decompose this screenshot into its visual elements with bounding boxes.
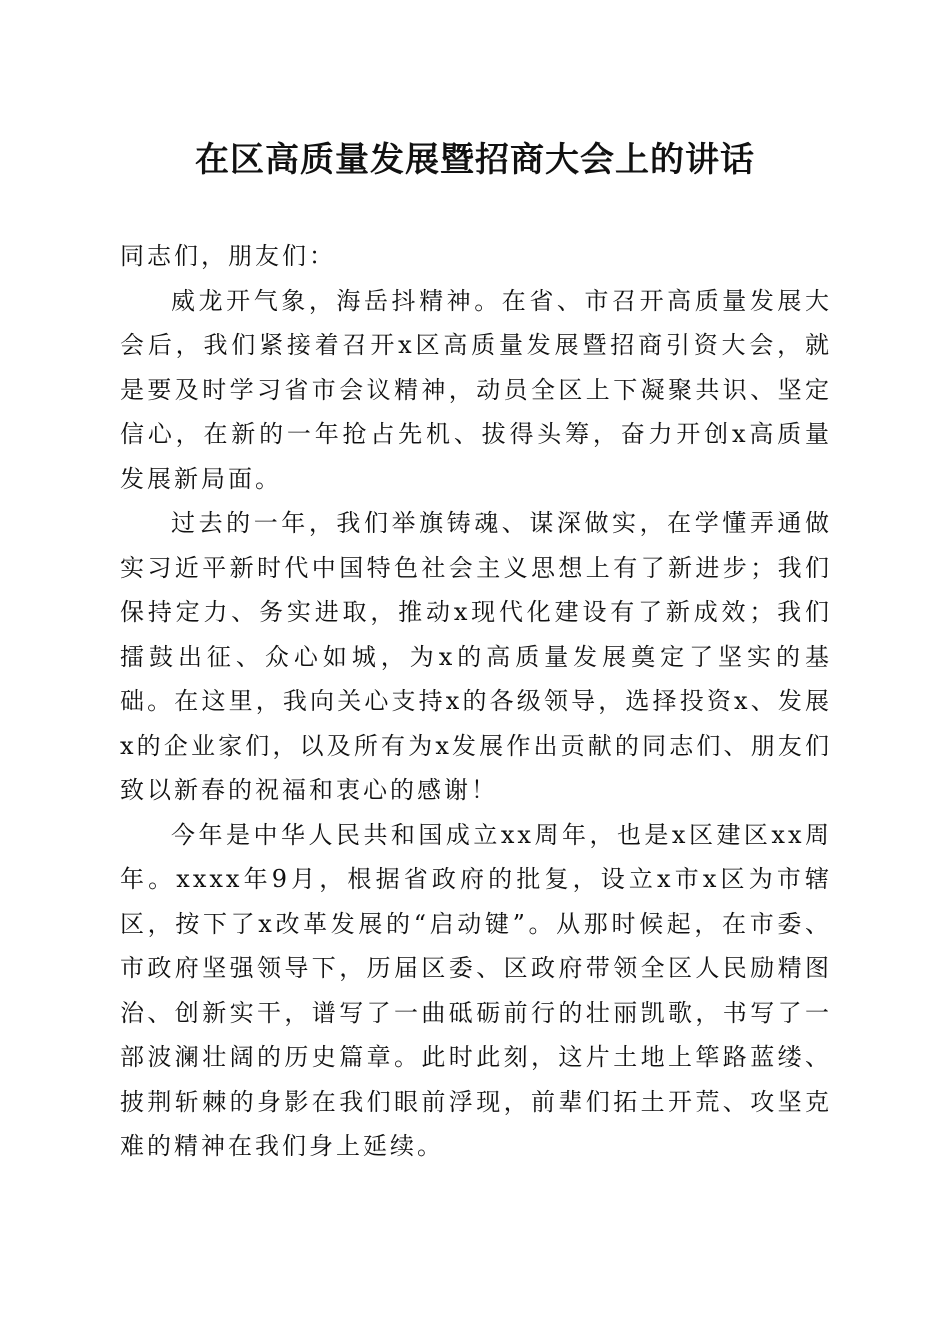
paragraph-2: 过去的一年，我们举旗铸魂、谋深做实，在学懂弄通做实习近平新时代中国特色社会主义思想上有了新进步；我们保持定力、务实进取，推动x现代化建设有了新成效；我们擂鼓出征、众心如城，为x的高质量发展奠定了坚实的基础。在这里，我向关心支持x的各级领导，选择投资x、发展x的企业家们，以及所有为x发展作出贡献的同志们、朋友们致以新春的祝福和衷心的感谢！ [120,509,832,804]
document-title: 在区高质量发展暨招商大会上的讲话 [195,140,755,180]
paragraph-1: 威龙开气象，海岳抖精神。在省、市召开高质量发展大会后，我们紧接着召开x区高质量发展暨招商引资大会，就是要及时学习省市会议精神，动员全区上下凝聚共识、坚定信心，在新的一年抢占先机、拔得头筹，奋力开创x高质量发展新局面。 [120,286,832,493]
document-body [120,234,832,1169]
salutation: 同志们，朋友们： [120,242,336,270]
paragraph-3: 今年是中华人民共和国成立xx周年，也是x区建区xx周年。xxxx年9月，根据省政府的批复，设立x市x区为市辖区，按下了x改革发展的“启动键”。从那时候起，在市委、市政府坚强领导下，历届区委、区政府带领全区人民励精图治、创新实干，谱写了一曲砥砺前行的壮丽凯歌，书写了一部波澜壮阔的历史篇章。此时此刻，这片土地上筚路蓝缕、披荆斩棘的身影在我们眼前浮现，前辈们拓土开荒、攻坚克难的精神在我们身上延续。 [120,820,832,1160]
